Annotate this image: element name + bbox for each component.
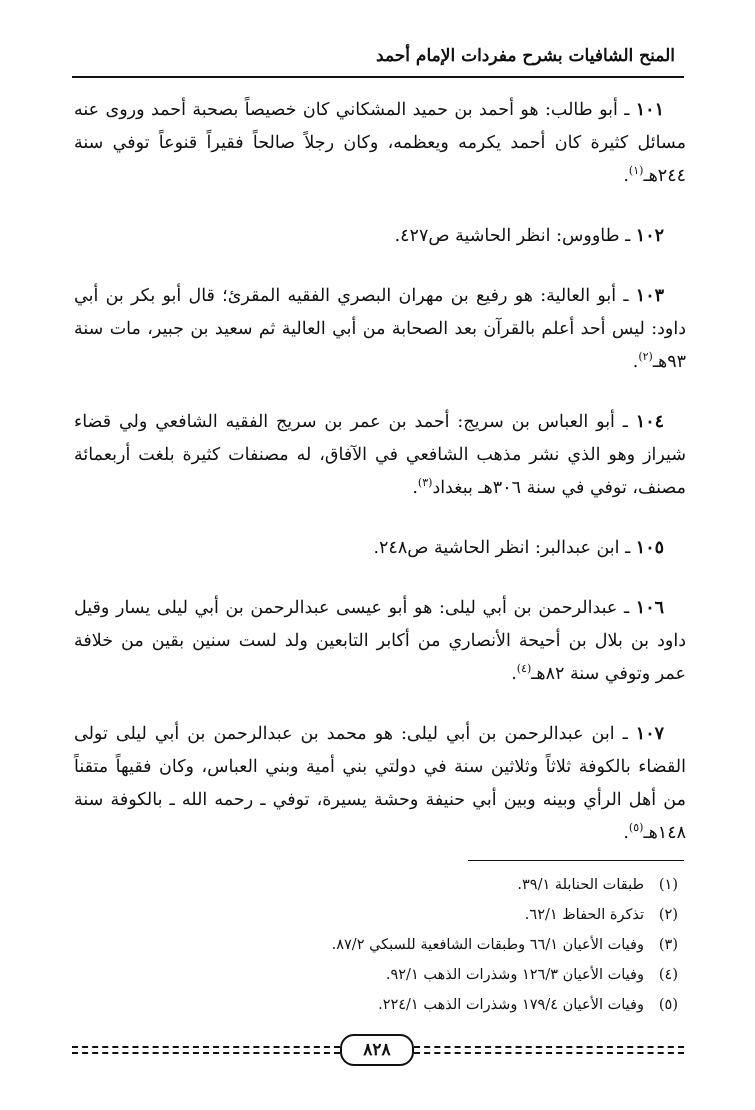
footer-dashes-right-lower — [414, 1052, 684, 1054]
entry-107: ١٠٧ ـ ابن عبدالرحمن بن أبي ليلى: هو محمد بن عبدالرحمن بن أبي ليلى تولى القضاء بالكوفة ثلاثاً وثلاثين سنة في دولتي بني أمية وبني العباس، وكان فقيهاً متقناً من أهل الرأي وبينه وبين أبي حنيفة وحشة يسيرة، توفي ـ رحمه الله ـ بالكوفة سنة ١٤٨هـ$^{(٥)}$. — [74, 724, 686, 843]
entry-106: ١٠٦ ـ عبدالرحمن بن أبي ليلى: هو أبو عيسى عبدالرحمن بن أبي ليلى يسار وقيل داود بن بلال بن أحيحة الأنصاري من أكابر التابعين ولد لست سنين بقين من خلافة عمر وتوفي سنة ٨٢هـ$^{(٤)}$. — [74, 598, 686, 684]
entry-term: أبو طالب — [550, 100, 618, 120]
entry-term: طاووس — [562, 226, 620, 246]
footnote-text: تذكرة الحفاظ ٦٢/١. — [524, 907, 644, 923]
entry-number: ١٠٦ — [635, 598, 664, 618]
entry-101: ١٠١ ـ أبو طالب: هو أحمد بن حميد المشكاني كان خصيصاً بصحبة أحمد وروى عنه مسائل كثيرة كان أحمد يكرمه ويعظمه، وكان رجلاً صالحاً فقيراً قنوعاً توفي سنة ٢٤٤هـ$^{(١)}$. — [74, 100, 686, 186]
entries-body — [74, 94, 686, 877]
entry-number: ١٠١ — [635, 100, 664, 120]
footer-dashes-left-lower — [72, 1052, 340, 1054]
footnote-item — [74, 960, 686, 990]
footnote-number: (١) — [658, 877, 678, 893]
footnote-item — [74, 870, 686, 900]
footnote-ref: (١) — [628, 164, 644, 178]
footnote-separator — [468, 860, 684, 861]
entry-number: ١٠٢ — [635, 226, 664, 246]
footnote-text: وفيات الأعيان ١٢٦/٣ وشذرات الذهب ٩٢/١. — [385, 967, 644, 983]
entry-number: ١٠٤ — [635, 412, 664, 432]
entry-number: ١٠٧ — [635, 724, 664, 744]
entry-105: ١٠٥ ـ ابن عبدالبر: انظر الحاشية ص٢٤٨. — [373, 538, 664, 558]
header-rule — [72, 76, 684, 78]
entry-text: هو محمد بن عبدالرحمن بن أبي ليلى تولى القضاء بالكوفة ثلاثاً وثلاثين سنة في دولتي بني أمية وبني العباس، وكان فقيهاً متقناً من أهل الرأي وبينه وبين أبي حنيفة وحشة يسيرة، توفي ـ رحمه الله ـ بالكوفة سنة ١٤٨هـ — [74, 724, 686, 843]
footnote-number: (٢) — [658, 907, 678, 923]
footnote-ref: (٥) — [628, 821, 644, 835]
running-header: المنح الشافيات بشرح مفردات الإمام أحمد — [376, 46, 675, 66]
entry-text: أحمد بن عمر بن سريج الفقيه الشافعي ولي قضاء شيراز وهو الذي نشر مذهب الشافعي في الآفاق، له مصنفات كثيرة بلغت أربعمائة مصنف، توفي في سنة ٣٠٦هـ ببغداد — [74, 412, 686, 498]
footnote-item — [74, 990, 686, 1020]
footer-dashes-left — [72, 1046, 340, 1048]
footnote-number: (٤) — [658, 967, 678, 983]
entry-text: هو أحمد بن حميد المشكاني كان خصيصاً بصحبة أحمد وروى عنه مسائل كثيرة كان أحمد يكرمه ويعظمه، وكان رجلاً صالحاً فقيراً قنوعاً توفي سنة ٢٤٤هـ — [74, 100, 686, 186]
entry-103: ١٠٣ ـ أبو العالية: هو رفيع بن مهران البصري الفقيه المقرئ؛ قال أبو بكر بن أبي داود: ليس أحد أعلم بالقرآن بعد الصحابة من أبي العالية ثم سعيد بن جبير، مات سنة ٩٣هـ$^{(٢)}$. — [74, 286, 686, 372]
page-number: ٨٢٨ — [340, 1034, 414, 1066]
entry-text: هو أبو عيسى عبدالرحمن بن أبي ليلى يسار وقيل داود بن بلال بن أحيحة الأنصاري من أكابر التابعين ولد لست سنين بقين من خلافة عمر وتوفي سنة ٨٢هـ — [74, 598, 686, 684]
footnote-ref: (٢) — [638, 350, 653, 364]
entry-text: هو رفيع بن مهران البصري الفقيه المقرئ؛ قال أبو بكر بن أبي داود: ليس أحد أعلم بالقرآن بعد الصحابة من أبي العالية ثم سعيد بن جبير، مات سنة ٩٣هـ — [74, 286, 686, 372]
footnote-ref: (٣) — [417, 476, 433, 490]
page-footer — [72, 1040, 684, 1064]
entry-term: أبو العالية — [546, 286, 617, 306]
entry-term: أبو العباس بن سريج — [463, 412, 615, 432]
footnote-ref: (٤) — [516, 662, 532, 676]
entry-term: ابن عبدالبر — [540, 538, 620, 558]
entry-term: ابن عبدالرحمن بن أبي ليلى — [406, 724, 615, 744]
footnote-text: طبقات الحنابلة ٣٩/١. — [517, 877, 644, 893]
entry-number: ١٠٣ — [635, 286, 664, 306]
footnote-number: (٥) — [658, 997, 678, 1013]
entry-102: ١٠٢ ـ طاووس: انظر الحاشية ص٤٢٧. — [394, 226, 664, 246]
footer-dashes-right — [414, 1046, 684, 1048]
footnote-text: وفيات الأعيان ٦٦/١ وطبقات الشافعية للسبكي ٨٧/٢. — [331, 937, 644, 953]
entry-number: ١٠٥ — [635, 538, 664, 558]
footnote-text: وفيات الأعيان ١٧٩/٤ وشذرات الذهب ٢٢٤/١. — [378, 997, 644, 1013]
entry-text: انظر الحاشية ص٤٢٧. — [394, 226, 551, 246]
footnote-item — [74, 900, 686, 930]
entry-104: ١٠٤ ـ أبو العباس بن سريج: أحمد بن عمر بن سريج الفقيه الشافعي ولي قضاء شيراز وهو الذي نشر مذهب الشافعي في الآفاق، له مصنفات كثيرة بلغت أربعمائة مصنف، توفي في سنة ٣٠٦هـ ببغداد$^{(٣)}$. — [74, 412, 686, 498]
entry-text: انظر الحاشية ص٢٤٨. — [373, 538, 530, 558]
footnote-item — [74, 930, 686, 960]
entry-term: عبدالرحمن بن أبي ليلى — [444, 598, 618, 618]
footnotes — [74, 870, 686, 1020]
footnote-number: (٣) — [658, 937, 678, 953]
